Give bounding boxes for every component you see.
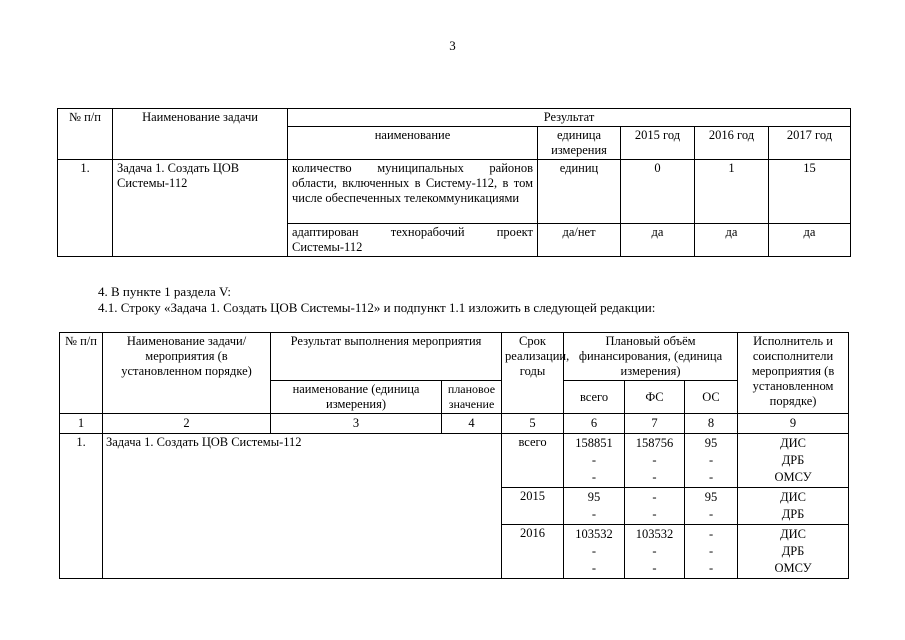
row-executors: [738, 525, 849, 579]
value: -: [652, 490, 657, 504]
row-num: 1.: [58, 160, 113, 257]
row-term: всего: [502, 434, 564, 488]
value: 158756: [635, 436, 674, 450]
table-header-row: [60, 333, 849, 381]
row-term: 2016: [502, 525, 564, 579]
header-total: всего: [564, 381, 625, 414]
header-task: Наименование задачи: [113, 109, 288, 160]
row-unit: да/нет: [538, 224, 621, 257]
value: 95: [587, 490, 601, 504]
header-name: наименование (единица измерения): [271, 381, 442, 414]
value: -: [708, 561, 714, 575]
executor: ДИС: [780, 527, 806, 541]
row-num: 1.: [60, 434, 103, 579]
header-result: Результат выполнения мероприятия: [271, 333, 502, 381]
header-2016: 2016 год: [695, 127, 769, 160]
column-number-row: [60, 414, 849, 434]
row-fs: [625, 525, 685, 579]
paragraph-item-4: 4. В пункте 1 раздела V:: [98, 284, 232, 299]
value: 158851: [575, 436, 613, 450]
paragraph-item-4-1: 4.1. Строку «Задача 1. Создать ЦОВ Системы-112» и подпункт 1.1 изложить в следующей редакции:: [98, 300, 656, 315]
value: -: [652, 453, 657, 467]
col-number: 4: [442, 414, 502, 434]
value: 95: [704, 490, 718, 504]
value: -: [591, 561, 597, 575]
row-fs: [625, 488, 685, 525]
col-number: 3: [271, 414, 442, 434]
page-number: 3: [449, 38, 456, 53]
value: -: [591, 470, 597, 484]
header-2015: 2015 год: [621, 127, 695, 160]
value: -: [708, 507, 714, 521]
row-indicator-name: адаптирован технорабочий проект Системы-112: [288, 224, 538, 257]
header-os: ОС: [685, 381, 738, 414]
header-unit: единица измерения: [538, 127, 621, 160]
col-number: 9: [738, 414, 849, 434]
header-2017: 2017 год: [769, 127, 851, 160]
row-indicator-name: количество муниципальных районов области, включенных в Систему-112, в том числе обеспеченных телекоммуникациями: [288, 160, 538, 224]
value: -: [652, 544, 657, 558]
col-number: 5: [502, 414, 564, 434]
table-row: [60, 434, 849, 488]
row-2017: да: [769, 224, 851, 257]
row-os: [685, 434, 738, 488]
col-number: 6: [564, 414, 625, 434]
executor: ОМСУ: [774, 470, 812, 484]
row-total: [564, 488, 625, 525]
value: -: [708, 470, 714, 484]
table-header-row: [58, 109, 851, 127]
row-2016: да: [695, 224, 769, 257]
header-plan: плановое значение: [442, 381, 502, 414]
value: -: [591, 544, 597, 558]
row-os: [685, 525, 738, 579]
value: -: [591, 453, 597, 467]
row-executors: [738, 488, 849, 525]
value: -: [708, 453, 714, 467]
row-total: [564, 434, 625, 488]
col-number: 7: [625, 414, 685, 434]
activity-table: [59, 332, 849, 579]
col-number: 2: [103, 414, 271, 434]
header-term: Срок реализации, годы: [502, 333, 564, 414]
header-num: № п/п: [58, 109, 113, 160]
header-fs: ФС: [625, 381, 685, 414]
row-fs: [625, 434, 685, 488]
row-executors: [738, 434, 849, 488]
row-task: Задача 1. Создать ЦОВ Системы-112: [103, 434, 502, 579]
executor: ДИС: [780, 490, 806, 504]
executor: ОМСУ: [774, 561, 812, 575]
value: 95: [704, 436, 718, 450]
row-total: [564, 525, 625, 579]
executor: ДИС: [780, 436, 806, 450]
executor: ДРБ: [781, 453, 805, 467]
header-name: наименование: [288, 127, 538, 160]
value: 103532: [635, 527, 674, 541]
row-task: Задача 1. Создать ЦОВ Системы-112: [113, 160, 288, 257]
value: -: [708, 527, 714, 541]
row-unit: единиц: [538, 160, 621, 224]
row-term: 2015: [502, 488, 564, 525]
header-result: Результат: [288, 109, 851, 127]
row-2016: 1: [695, 160, 769, 224]
header-num: № п/п: [60, 333, 103, 414]
row-os: [685, 488, 738, 525]
value: -: [591, 507, 597, 521]
value: -: [652, 507, 657, 521]
executor: ДРБ: [781, 507, 805, 521]
col-number: 1: [60, 414, 103, 434]
value: -: [652, 470, 657, 484]
row-2015: да: [621, 224, 695, 257]
value: -: [708, 544, 714, 558]
header-task: Наименование задачи/мероприятия (в установленном порядке): [103, 333, 271, 414]
table-row: [58, 160, 851, 224]
executor: ДРБ: [781, 544, 805, 558]
header-funding: Плановый объём финансирования, (единица измерения): [564, 333, 738, 381]
col-number: 8: [685, 414, 738, 434]
result-table: [57, 108, 851, 257]
header-executor: Исполнитель и соисполнители мероприятия (в установленном порядке): [738, 333, 849, 414]
row-2015: 0: [621, 160, 695, 224]
value: 103532: [575, 527, 613, 541]
row-2017: 15: [769, 160, 851, 224]
value: -: [652, 561, 657, 575]
